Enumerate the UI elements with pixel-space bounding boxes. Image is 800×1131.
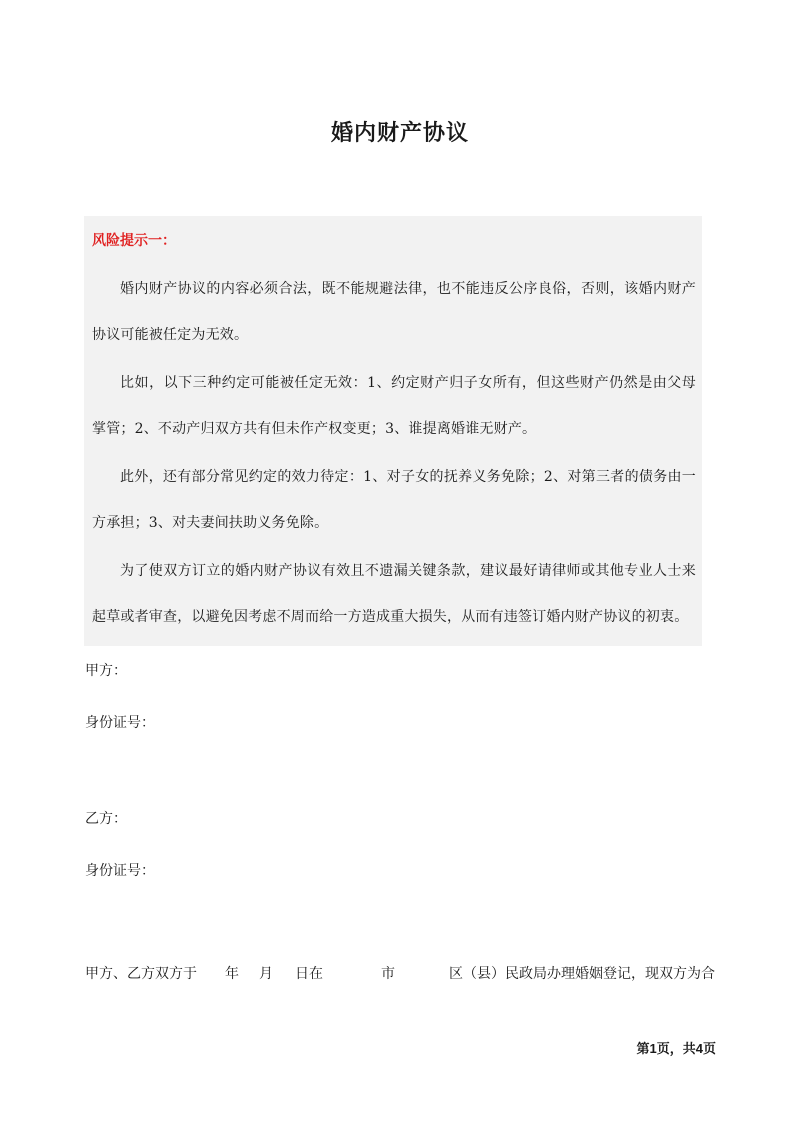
risk-paragraph-1: 婚内财产协议的内容必须合法，既不能规避法律，也不能违反公序良俗，否则，该婚内财产协议可能被任定为无效。 [92, 281, 696, 343]
risk-notice-heading: 风险提示一： [92, 233, 176, 249]
page-indicator: 第1页，共4页 [636, 1041, 716, 1056]
page-title: 婚内财产协议 [330, 120, 469, 146]
risk-paragraph-3: 此外，还有部分常见约定的效力待定：1、对子女的抚养义务免除；2、对第三者的债务由一方承担；3、对夫妻间扶助义务免除。 [92, 469, 696, 531]
risk-paragraph-2: 比如，以下三种约定可能被任定无效：1、约定财产归子女所有，但这些财产仍然是由父母掌管；2、不动产归双方共有但未作产权变更；3、谁提离婚谁无财产。 [92, 375, 696, 437]
registration-part-1: 甲方、乙方双方于 [85, 966, 197, 982]
registration-part-day: 日在 [295, 966, 323, 982]
registration-part-month: 月 [259, 966, 273, 982]
party-a-label: 甲方： [85, 663, 127, 679]
registration-part-city: 市 [381, 966, 395, 982]
party-b-label: 乙方： [85, 811, 127, 827]
risk-notice-box [84, 216, 702, 646]
registration-part-year: 年 [225, 966, 239, 982]
registration-statement [85, 963, 725, 985]
party-b-id-label: 身份证号： [85, 863, 155, 879]
registration-part-district: 区（县）民政局办理婚姻登记，现双方为合 [449, 966, 715, 982]
risk-paragraph-4: 为了使双方订立的婚内财产协议有效且不遗漏关键条款，建议最好请律师或其他专业人士来起草或者审查，以避免因考虑不周而给一方造成重大损失，从而有违签订婚内财产协议的初衷。 [92, 563, 696, 625]
party-a-id-label: 身份证号： [85, 715, 155, 731]
